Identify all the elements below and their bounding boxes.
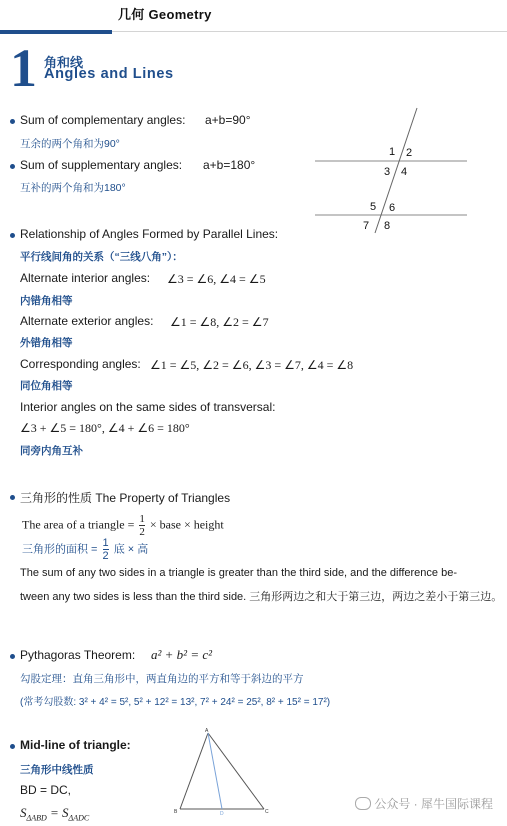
frac-num: 1: [139, 513, 145, 525]
section-number: 1: [10, 38, 37, 98]
fraction-half: [139, 513, 145, 538]
triangle-sides-line1: The sum of any two sides in a triangle is greater than the third side, and the difference be-: [20, 567, 457, 579]
interior-same-label: Interior angles on the same sides of transversal:: [20, 400, 276, 414]
triangle-median-diagram: [170, 726, 280, 818]
midline-eq2: [20, 805, 89, 823]
triangle-sides-line2: tween any two sides is less than the third side. 三角形两边之和大于第三边，两边之差小于第三边。: [20, 591, 503, 603]
complementary-formula: a+b=90°: [205, 113, 251, 127]
pythagoras-zh: 勾股定理：直角三角形中，两直角边的平方和等于斜边的平方: [20, 673, 304, 685]
bullet-icon: [10, 164, 15, 169]
supplementary-label: Sum of supplementary angles:: [20, 158, 183, 172]
wechat-icon: [355, 797, 371, 810]
watermark-text: 公众号 · 犀牛国际课程: [374, 797, 493, 811]
area-zh-prefix: 三角形的面积 =: [22, 543, 98, 556]
interior-same-formula: ∠3 + ∠5 = 180°, ∠4 + ∠6 = 180°: [20, 421, 190, 435]
page-header-title: 几何 Geometry: [118, 7, 212, 22]
alt-exterior-formula: ∠1 = ∠8, ∠2 = ∠7: [170, 315, 269, 329]
angle-label: 7: [363, 220, 370, 232]
bullet-icon: [10, 233, 15, 238]
watermark: [355, 795, 493, 812]
bullet-icon: [10, 744, 15, 749]
midline-eq1: BD = DC,: [20, 783, 72, 797]
angle-label: 6: [389, 202, 396, 214]
triangle-side-ac: [208, 733, 264, 809]
supplementary-formula: a+b=180°: [203, 158, 256, 172]
frac-den: 2: [102, 550, 109, 562]
bullet-icon: [10, 654, 15, 659]
complementary-label: Sum of complementary angles:: [20, 113, 186, 127]
alt-exterior-zh: 外错角相等: [20, 337, 73, 349]
triangle-area-zh: [22, 537, 148, 562]
triangles-title: 三角形的性质 The Property of Triangles: [20, 491, 231, 505]
parallel-title: Relationship of Angles Formed by Parallel Lines:: [20, 227, 279, 241]
angle-label: 3: [384, 166, 391, 178]
supplementary-zh: 互补的两个角和为180°: [20, 182, 126, 194]
parallel-lines-diagram: [305, 105, 475, 235]
vertex-label: C: [265, 809, 269, 815]
angle-label: 2: [406, 147, 413, 159]
alt-exterior-label: Alternate exterior angles:: [20, 314, 154, 328]
vertex-label: D: [220, 811, 224, 817]
sub-adc: ΔADC: [68, 813, 90, 823]
midline-zh: 三角形中线性质: [20, 764, 94, 776]
bullet-icon: [10, 495, 15, 500]
transversal-line: [375, 108, 417, 233]
median-ad: [208, 733, 222, 809]
angle-label: 8: [384, 220, 391, 232]
section-title-zh: 角和线: [44, 55, 84, 70]
s-symbol: S: [20, 805, 27, 820]
alt-interior-formula: ∠3 = ∠6, ∠4 = ∠5: [167, 272, 266, 286]
midline-label: Mid-line of triangle:: [20, 738, 131, 752]
bullet-icon: [10, 119, 15, 124]
area-en-suffix: × base × height: [149, 517, 224, 532]
angle-label: 5: [370, 201, 377, 213]
frac-den: 2: [139, 526, 145, 538]
frac-num: 1: [102, 537, 109, 549]
interior-same-zh: 同旁内角互补: [20, 445, 83, 457]
fraction-half: [103, 537, 109, 562]
angle-label: 4: [401, 166, 408, 178]
header-accent-bar: [0, 30, 112, 34]
area-zh-suffix: 底 × 高: [113, 543, 149, 556]
corresponding-formula: ∠1 = ∠5, ∠2 = ∠6, ∠3 = ∠7, ∠4 = ∠8: [150, 358, 354, 372]
alt-interior-zh: 内错角相等: [20, 295, 73, 307]
angle-label: 1: [389, 146, 396, 158]
section-title-en: Angles and Lines: [44, 66, 174, 82]
area-en-prefix: The area of a triangle =: [22, 517, 135, 532]
pythagoras-common: (常考勾股数: 3² + 4² = 5², 5² + 12² = 13², 7² + 24² = 25², 8² + 15² = 17²): [20, 697, 331, 708]
pythagoras-formula: a² + b² = c²: [151, 647, 213, 662]
triangle-side-ab: [180, 733, 208, 809]
vertex-label: B: [174, 809, 178, 815]
sub-abd: ΔABD: [26, 813, 47, 823]
pythagoras-label: Pythagoras Theorem:: [20, 648, 136, 662]
parallel-zh: 平行线间角的关系（“三线八角”）：: [20, 251, 183, 263]
triangle-area-en: [22, 513, 224, 538]
complementary-zh: 互余的两个角和为90°: [20, 138, 120, 150]
corresponding-zh: 同位角相等: [20, 380, 73, 392]
alt-interior-label: Alternate interior angles:: [20, 271, 151, 285]
vertex-label: A: [205, 728, 209, 734]
eq-mid: = S: [46, 805, 69, 820]
corresponding-label: Corresponding angles:: [20, 357, 141, 371]
